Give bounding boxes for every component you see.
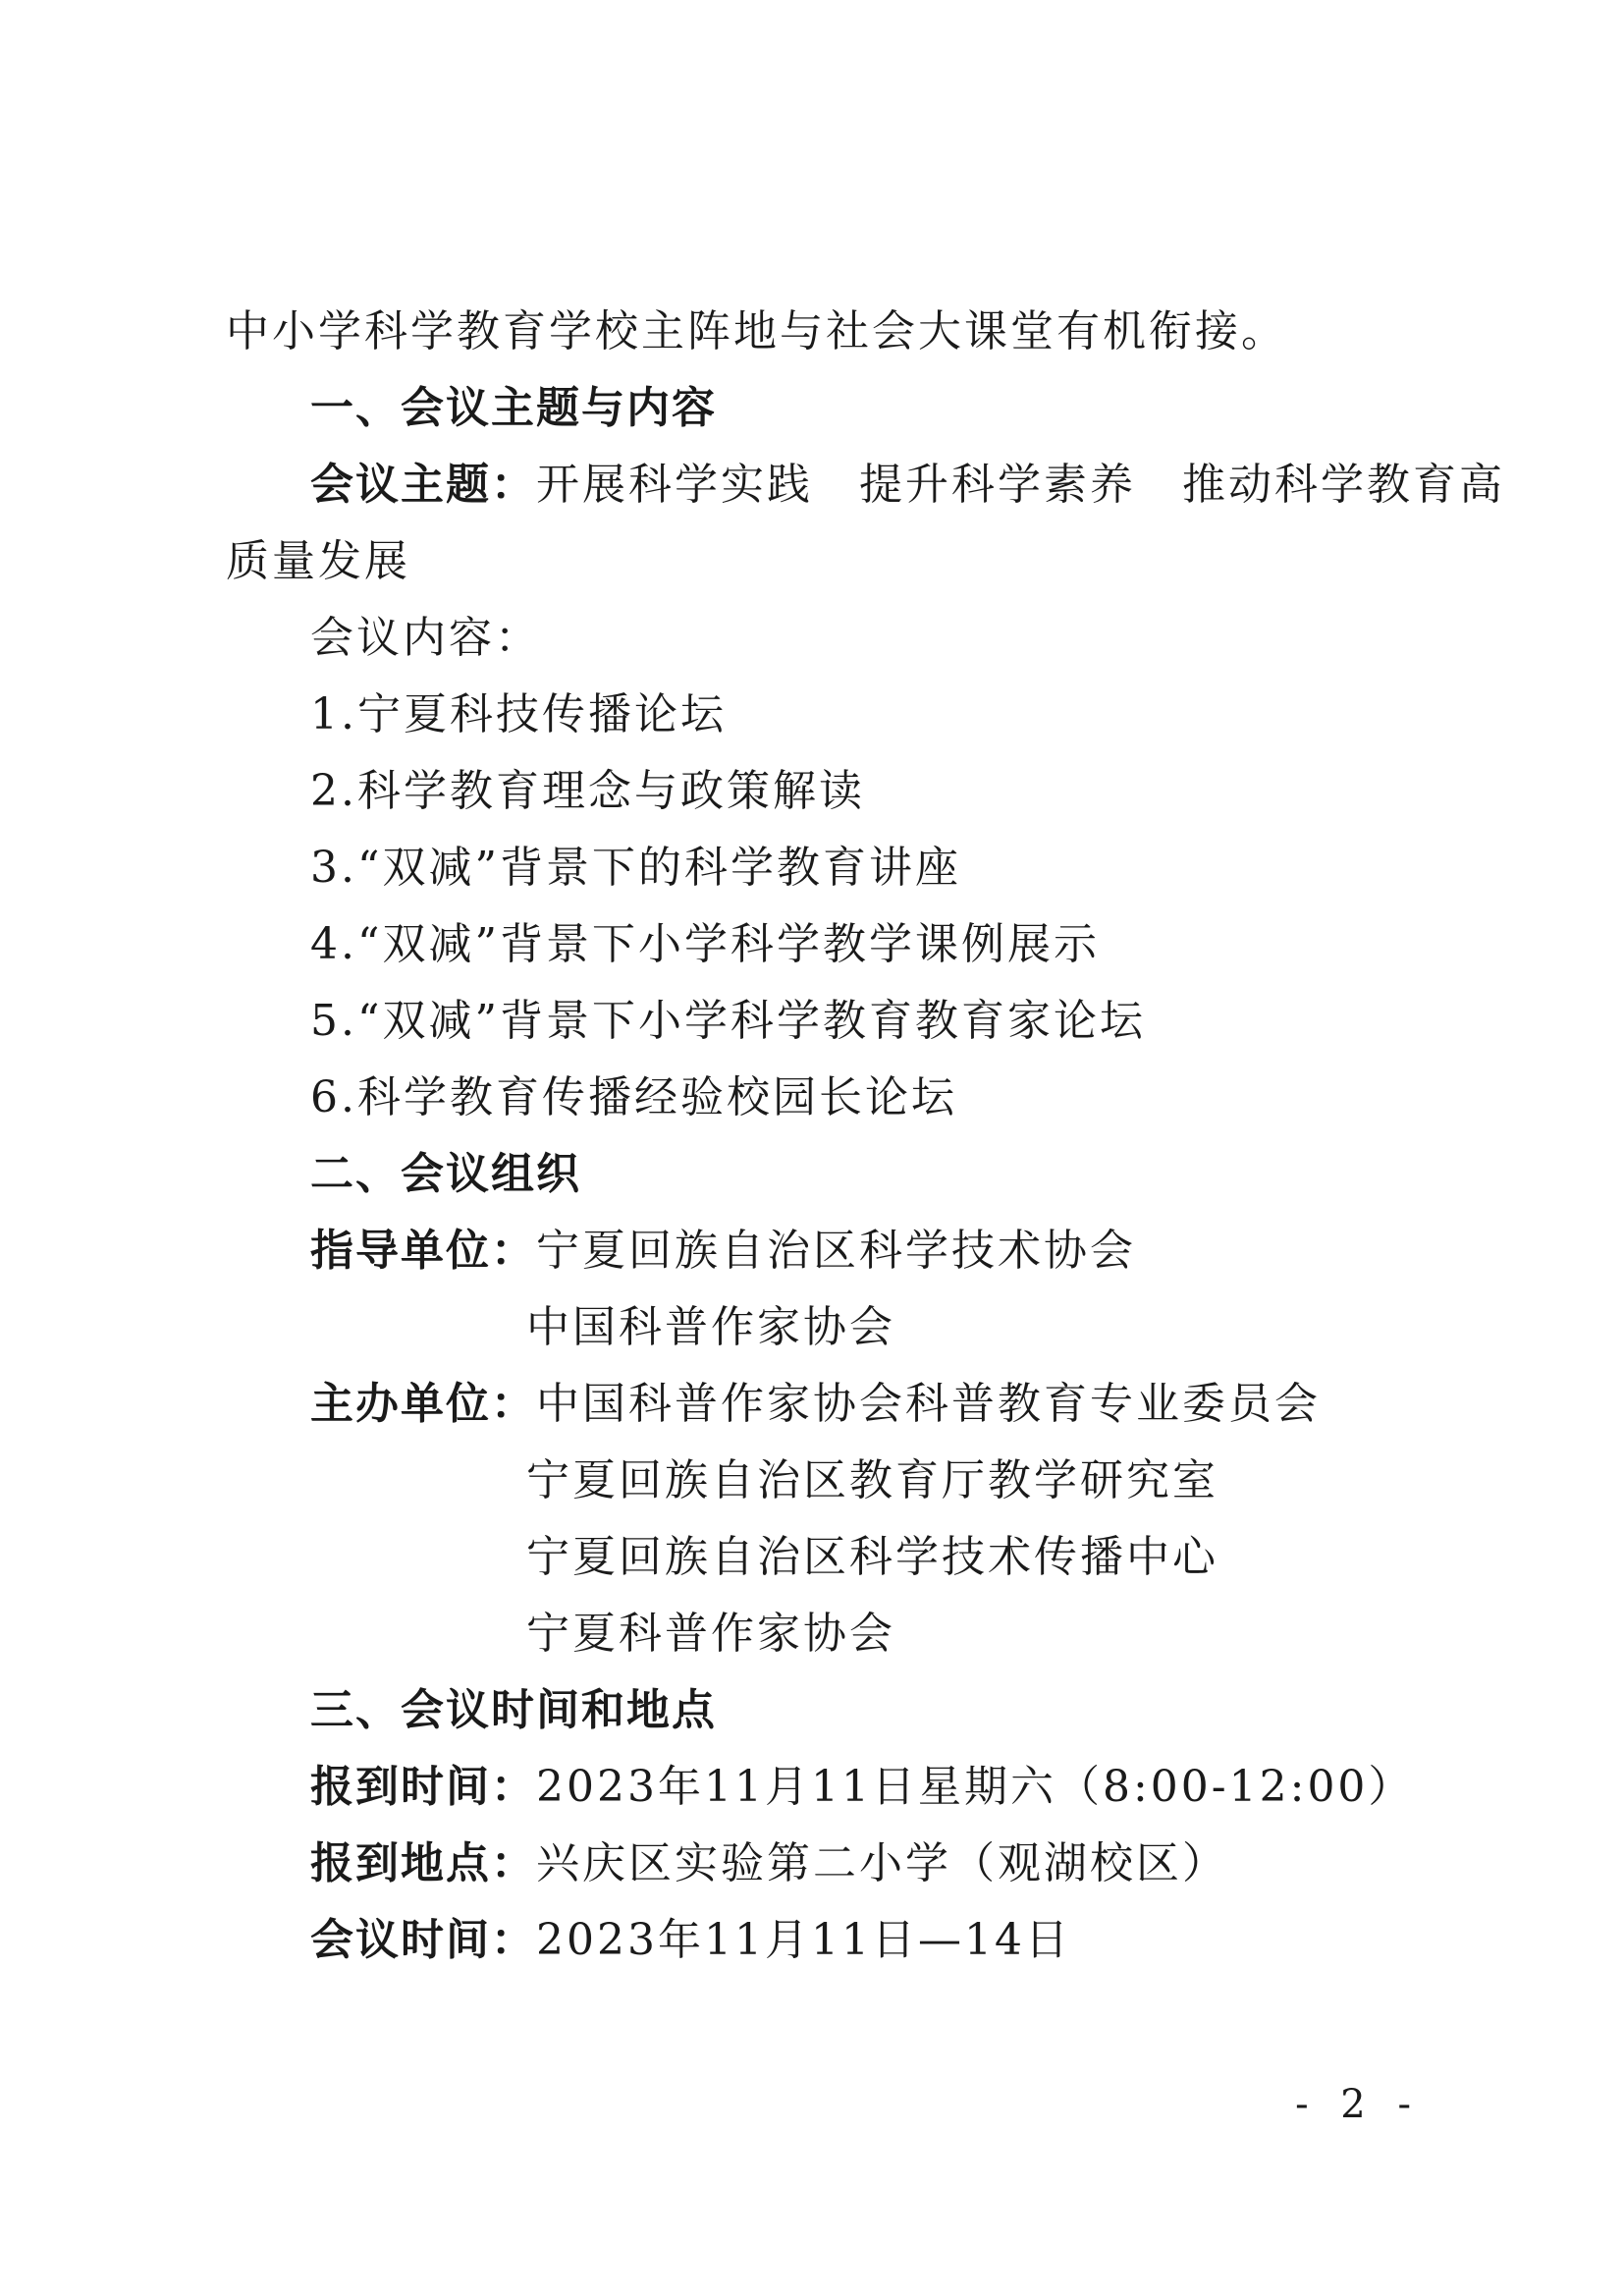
checkin-place-value: 兴庆区实验第二小学（观湖校区）: [536, 1838, 1228, 1888]
content-item-2: 2.科学教育理念与政策解读: [310, 766, 865, 816]
page-number: - 2 -: [1295, 2082, 1421, 2127]
checkin-time-label: 报到时间：: [310, 1762, 536, 1812]
content-label: 会议内容：: [310, 613, 541, 663]
section1-heading: 一、会议主题与内容: [310, 383, 717, 433]
theme-label: 会议主题：: [310, 460, 536, 510]
theme-line: [310, 456, 1505, 515]
content-item-5: 5.“双减”背景下小学科学教育教育家论坛: [310, 996, 1146, 1046]
meeting-time-value: 2023年11月11日—14日: [536, 1915, 1071, 1965]
section3-heading: 三、会议时间和地点: [310, 1685, 717, 1735]
checkin-place-label: 报到地点：: [310, 1838, 536, 1888]
content-item-6: 6.科学教育传播经验校园长论坛: [310, 1072, 957, 1122]
guidance-unit-2: 中国科普作家协会: [526, 1302, 895, 1352]
meeting-time-line: [310, 1911, 1071, 1970]
section2-heading: 二、会议组织: [310, 1149, 581, 1199]
meeting-time-label: 会议时间：: [310, 1915, 536, 1965]
host-unit-4: 宁夏科普作家协会: [526, 1609, 895, 1659]
checkin-time-line: [310, 1758, 1414, 1817]
checkin-place-line: [310, 1834, 1228, 1893]
host-line: [310, 1375, 1321, 1434]
intro-line: 中小学科学教育学校主阵地与社会大课堂有机衔接。: [226, 306, 1287, 356]
theme-text-line1: 开展科学实践 提升科学素养 推动科学教育高: [536, 460, 1505, 510]
guidance-label: 指导单位：: [310, 1226, 536, 1276]
theme-text-line2: 质量发展: [226, 536, 410, 586]
host-label: 主办单位：: [310, 1379, 536, 1429]
host-unit-1: 中国科普作家协会科普教育专业委员会: [536, 1379, 1321, 1429]
guidance-unit-1: 宁夏回族自治区科学技术协会: [536, 1226, 1136, 1276]
content-item-3: 3.“双减”背景下的科学教育讲座: [310, 843, 961, 893]
content-item-4: 4.“双减”背景下小学科学教学课例展示: [310, 919, 1100, 969]
guidance-line: [310, 1222, 1136, 1281]
host-unit-2: 宁夏回族自治区教育厅教学研究室: [526, 1455, 1218, 1505]
host-unit-3: 宁夏回族自治区科学技术传播中心: [526, 1532, 1218, 1582]
content-item-1: 1.宁夏科技传播论坛: [310, 689, 727, 739]
checkin-time-value: 2023年11月11日星期六（8:00-12:00）: [536, 1762, 1415, 1812]
